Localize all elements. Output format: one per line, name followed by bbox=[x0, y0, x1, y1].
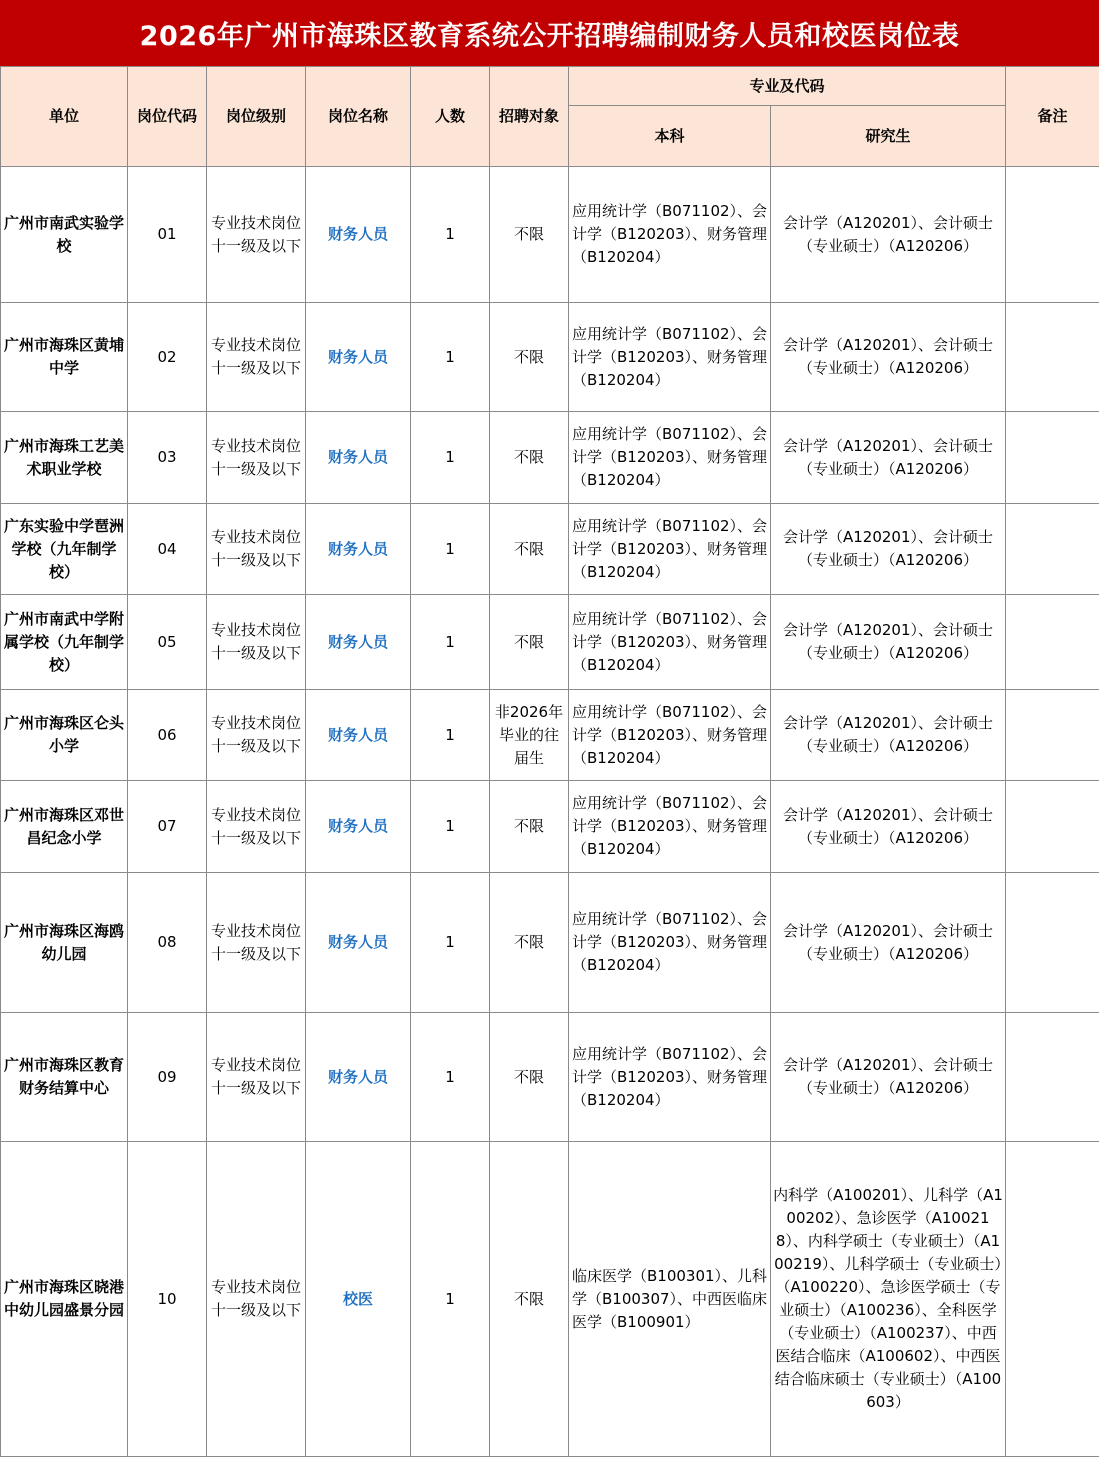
table-row bbox=[1, 167, 1099, 303]
cell-level: 专业技术岗位十一级及以下 bbox=[207, 412, 306, 504]
cell-target: 非2026年毕业的往届生 bbox=[490, 690, 569, 781]
cell-remark bbox=[1006, 167, 1099, 303]
cell-target: 不限 bbox=[490, 781, 569, 873]
cell-position-name: 财务人员 bbox=[306, 873, 411, 1013]
cell-count: 1 bbox=[411, 412, 490, 504]
cell-position-name: 财务人员 bbox=[306, 690, 411, 781]
cell-position-name: 财务人员 bbox=[306, 412, 411, 504]
header-undergrad: 本科 bbox=[569, 106, 771, 167]
cell-undergrad-majors: 临床医学（B100301）、儿科学（B100307）、中西医临床医学（B100901） bbox=[569, 1142, 771, 1457]
cell-postgrad-majors: 会计学（A120201）、会计硕士（专业硕士）（A120206） bbox=[771, 167, 1006, 303]
cell-position-name: 财务人员 bbox=[306, 781, 411, 873]
table-row bbox=[1, 412, 1099, 504]
cell-remark bbox=[1006, 1013, 1099, 1142]
cell-unit: 广州市海珠区教育财务结算中心 bbox=[1, 1013, 128, 1142]
cell-undergrad-majors: 应用统计学（B071102）、会计学（B120203）、财务管理（B120204） bbox=[569, 412, 771, 504]
cell-unit: 广东实验中学琶洲学校（九年制学校） bbox=[1, 504, 128, 595]
cell-undergrad-majors: 应用统计学（B071102）、会计学（B120203）、财务管理（B120204） bbox=[569, 690, 771, 781]
cell-code: 02 bbox=[128, 303, 207, 412]
cell-unit: 广州市南武实验学校 bbox=[1, 167, 128, 303]
cell-level: 专业技术岗位十一级及以下 bbox=[207, 303, 306, 412]
cell-code: 07 bbox=[128, 781, 207, 873]
cell-level: 专业技术岗位十一级及以下 bbox=[207, 1142, 306, 1457]
cell-postgrad-majors: 会计学（A120201）、会计硕士（专业硕士）（A120206） bbox=[771, 412, 1006, 504]
cell-postgrad-majors: 会计学（A120201）、会计硕士（专业硕士）（A120206） bbox=[771, 781, 1006, 873]
cell-postgrad-majors: 会计学（A120201）、会计硕士（专业硕士）（A120206） bbox=[771, 873, 1006, 1013]
cell-level: 专业技术岗位十一级及以下 bbox=[207, 1013, 306, 1142]
cell-code: 04 bbox=[128, 504, 207, 595]
table-row bbox=[1, 303, 1099, 412]
recruitment-table bbox=[0, 66, 1099, 1457]
cell-code: 05 bbox=[128, 595, 207, 690]
cell-level: 专业技术岗位十一级及以下 bbox=[207, 690, 306, 781]
header-unit: 单位 bbox=[1, 67, 128, 167]
cell-remark bbox=[1006, 873, 1099, 1013]
table-row bbox=[1, 1013, 1099, 1142]
cell-count: 1 bbox=[411, 167, 490, 303]
cell-postgrad-majors: 会计学（A120201）、会计硕士（专业硕士）（A120206） bbox=[771, 303, 1006, 412]
header-major-group: 专业及代码 bbox=[569, 67, 1006, 106]
cell-undergrad-majors: 应用统计学（B071102）、会计学（B120203）、财务管理（B120204） bbox=[569, 303, 771, 412]
cell-postgrad-majors: 会计学（A120201）、会计硕士（专业硕士）（A120206） bbox=[771, 595, 1006, 690]
cell-postgrad-majors: 内科学（A100201）、儿科学（A100202）、急诊医学（A100218）、内科学硕士（专业硕士）（A100219）、儿科学硕士（专业硕士）（A100220）、急诊医学硕士（专业硕士）（A100236）、全科医学（专业硕士）（A100237）、中西医结合临床（A100602）、中西医结合临床硕士（专业硕士）（A100603） bbox=[771, 1142, 1006, 1457]
cell-undergrad-majors: 应用统计学（B071102）、会计学（B120203）、财务管理（B120204） bbox=[569, 781, 771, 873]
cell-position-name: 财务人员 bbox=[306, 303, 411, 412]
cell-postgrad-majors: 会计学（A120201）、会计硕士（专业硕士）（A120206） bbox=[771, 504, 1006, 595]
header-postgrad: 研究生 bbox=[771, 106, 1006, 167]
cell-remark bbox=[1006, 504, 1099, 595]
header-target: 招聘对象 bbox=[490, 67, 569, 167]
cell-position-name: 财务人员 bbox=[306, 1013, 411, 1142]
cell-undergrad-majors: 应用统计学（B071102）、会计学（B120203）、财务管理（B120204） bbox=[569, 595, 771, 690]
cell-target: 不限 bbox=[490, 1013, 569, 1142]
page-title: 2026年广州市海珠区教育系统公开招聘编制财务人员和校医岗位表 bbox=[0, 0, 1099, 66]
cell-position-name: 财务人员 bbox=[306, 504, 411, 595]
cell-level: 专业技术岗位十一级及以下 bbox=[207, 873, 306, 1013]
cell-target: 不限 bbox=[490, 412, 569, 504]
cell-count: 1 bbox=[411, 504, 490, 595]
cell-code: 08 bbox=[128, 873, 207, 1013]
cell-code: 06 bbox=[128, 690, 207, 781]
cell-unit: 广州市海珠区仑头小学 bbox=[1, 690, 128, 781]
cell-undergrad-majors: 应用统计学（B071102）、会计学（B120203）、财务管理（B120204） bbox=[569, 1013, 771, 1142]
cell-remark bbox=[1006, 1142, 1099, 1457]
cell-code: 01 bbox=[128, 167, 207, 303]
cell-code: 09 bbox=[128, 1013, 207, 1142]
header-level: 岗位级别 bbox=[207, 67, 306, 167]
table-row bbox=[1, 1142, 1099, 1457]
cell-count: 1 bbox=[411, 690, 490, 781]
cell-count: 1 bbox=[411, 781, 490, 873]
table-row bbox=[1, 873, 1099, 1013]
cell-count: 1 bbox=[411, 1142, 490, 1457]
table-row bbox=[1, 690, 1099, 781]
cell-target: 不限 bbox=[490, 1142, 569, 1457]
cell-count: 1 bbox=[411, 873, 490, 1013]
cell-count: 1 bbox=[411, 1013, 490, 1142]
cell-count: 1 bbox=[411, 303, 490, 412]
cell-level: 专业技术岗位十一级及以下 bbox=[207, 595, 306, 690]
cell-level: 专业技术岗位十一级及以下 bbox=[207, 504, 306, 595]
header-count: 人数 bbox=[411, 67, 490, 167]
table-body bbox=[1, 167, 1099, 1457]
cell-remark bbox=[1006, 781, 1099, 873]
cell-level: 专业技术岗位十一级及以下 bbox=[207, 781, 306, 873]
cell-unit: 广州市海珠区黄埔中学 bbox=[1, 303, 128, 412]
cell-remark bbox=[1006, 595, 1099, 690]
cell-unit: 广州市南武中学附属学校（九年制学校） bbox=[1, 595, 128, 690]
cell-code: 03 bbox=[128, 412, 207, 504]
cell-target: 不限 bbox=[490, 167, 569, 303]
header-remark: 备注 bbox=[1006, 67, 1099, 167]
cell-count: 1 bbox=[411, 595, 490, 690]
cell-unit: 广州市海珠工艺美术职业学校 bbox=[1, 412, 128, 504]
cell-postgrad-majors: 会计学（A120201）、会计硕士（专业硕士）（A120206） bbox=[771, 1013, 1006, 1142]
cell-position-name: 校医 bbox=[306, 1142, 411, 1457]
cell-unit: 广州市海珠区邓世昌纪念小学 bbox=[1, 781, 128, 873]
cell-target: 不限 bbox=[490, 873, 569, 1013]
table-row bbox=[1, 595, 1099, 690]
cell-level: 专业技术岗位十一级及以下 bbox=[207, 167, 306, 303]
cell-remark bbox=[1006, 412, 1099, 504]
cell-target: 不限 bbox=[490, 595, 569, 690]
cell-code: 10 bbox=[128, 1142, 207, 1457]
cell-remark bbox=[1006, 690, 1099, 781]
cell-position-name: 财务人员 bbox=[306, 167, 411, 303]
table-header bbox=[1, 67, 1099, 167]
cell-target: 不限 bbox=[490, 303, 569, 412]
cell-unit: 广州市海珠区晓港中幼儿园盛景分园 bbox=[1, 1142, 128, 1457]
cell-undergrad-majors: 应用统计学（B071102）、会计学（B120203）、财务管理（B120204） bbox=[569, 873, 771, 1013]
cell-remark bbox=[1006, 303, 1099, 412]
cell-position-name: 财务人员 bbox=[306, 595, 411, 690]
header-name: 岗位名称 bbox=[306, 67, 411, 167]
header-code: 岗位代码 bbox=[128, 67, 207, 167]
cell-undergrad-majors: 应用统计学（B071102）、会计学（B120203）、财务管理（B120204） bbox=[569, 504, 771, 595]
cell-target: 不限 bbox=[490, 504, 569, 595]
cell-undergrad-majors: 应用统计学（B071102）、会计学（B120203）、财务管理（B120204） bbox=[569, 167, 771, 303]
table-row bbox=[1, 504, 1099, 595]
cell-unit: 广州市海珠区海鸥幼儿园 bbox=[1, 873, 128, 1013]
cell-postgrad-majors: 会计学（A120201）、会计硕士（专业硕士）（A120206） bbox=[771, 690, 1006, 781]
table-row bbox=[1, 781, 1099, 873]
